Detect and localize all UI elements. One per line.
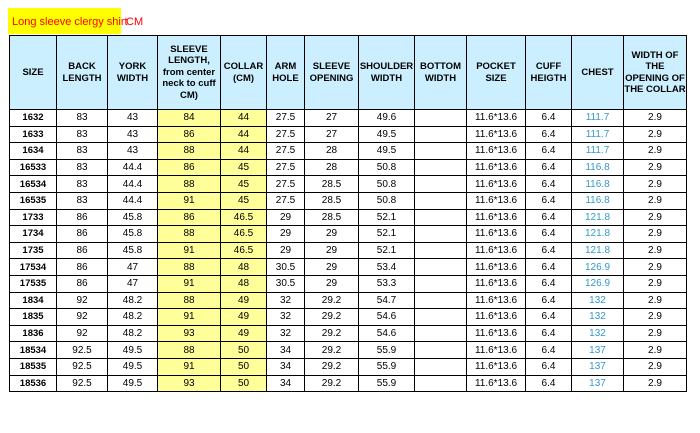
pocket-size-cell: 11.6*13.6: [467, 275, 526, 292]
bottom-width-cell: [415, 176, 467, 193]
chest-cell: 116.8: [572, 176, 624, 193]
chest-cell: 111.7: [572, 143, 624, 160]
collar-cell: 45: [221, 176, 267, 193]
sleeve-opening-cell: 28.5: [305, 176, 359, 193]
collar-opening-width-cell: 2.9: [624, 176, 687, 193]
collar-cell: 50: [221, 358, 267, 375]
sleeve-opening-cell: 29.2: [305, 325, 359, 342]
chest-cell: 121.8: [572, 209, 624, 226]
sleeve-opening-cell: 29: [305, 242, 359, 259]
pocket-size-cell: 11.6*13.6: [467, 358, 526, 375]
collar-opening-width-cell: 2.9: [624, 126, 687, 143]
back-length-cell: 86: [57, 259, 108, 276]
bottom-width-cell: [415, 209, 467, 226]
bottom-width-cell: [415, 143, 467, 160]
arm-hole-cell: 27.5: [267, 110, 305, 127]
chest-cell: 111.7: [572, 126, 624, 143]
bottom-width-cell: [415, 375, 467, 392]
size-cell: 18535: [10, 358, 57, 375]
arm-hole-cell: 29: [267, 226, 305, 243]
york-width-cell: 49.5: [108, 342, 158, 359]
collar-cell: 48: [221, 275, 267, 292]
pocket-size-cell: 11.6*13.6: [467, 259, 526, 276]
collar-cell: 46.5: [221, 209, 267, 226]
sleeve-length-cell: 88: [158, 342, 221, 359]
pocket-size-cell: 11.6*13.6: [467, 110, 526, 127]
table-row: [10, 275, 687, 292]
shoulder-width-cell: 55.9: [359, 342, 415, 359]
cuff-height-cell: 6.4: [526, 342, 572, 359]
sleeve-opening-cell: 29: [305, 275, 359, 292]
shoulder-width-cell: 49.5: [359, 143, 415, 160]
sleeve-length-cell: 88: [158, 143, 221, 160]
sleeve-opening-cell: 29: [305, 259, 359, 276]
size-cell: 1733: [10, 209, 57, 226]
collar-cell: 50: [221, 375, 267, 392]
table-row: [10, 292, 687, 309]
table-row: [10, 126, 687, 143]
sleeve-length-cell: 93: [158, 325, 221, 342]
col-sleeve-length: SLEEVE LENGTH, from center neck to cuff CM): [158, 36, 221, 110]
york-width-cell: 45.8: [108, 226, 158, 243]
bottom-width-cell: [415, 292, 467, 309]
bottom-width-cell: [415, 325, 467, 342]
table-row: [10, 159, 687, 176]
col-cuff-height: CUFF HEIGTH: [526, 36, 572, 110]
table-row: [10, 143, 687, 160]
shoulder-width-cell: 53.4: [359, 259, 415, 276]
chest-cell: 132: [572, 309, 624, 326]
back-length-cell: 83: [57, 159, 108, 176]
table-row: [10, 242, 687, 259]
cuff-height-cell: 6.4: [526, 259, 572, 276]
col-sleeve-opening: SLEEVE OPENING: [305, 36, 359, 110]
york-width-cell: 47: [108, 275, 158, 292]
collar-cell: 45: [221, 159, 267, 176]
arm-hole-cell: 34: [267, 342, 305, 359]
back-length-cell: 92.5: [57, 342, 108, 359]
size-cell: 17534: [10, 259, 57, 276]
pocket-size-cell: 11.6*13.6: [467, 342, 526, 359]
bottom-width-cell: [415, 242, 467, 259]
york-width-cell: 43: [108, 110, 158, 127]
sleeve-length-cell: 86: [158, 126, 221, 143]
cuff-height-cell: 6.4: [526, 242, 572, 259]
collar-cell: 50: [221, 342, 267, 359]
size-cell: 1634: [10, 143, 57, 160]
sleeve-length-cell: 88: [158, 176, 221, 193]
table-row: [10, 375, 687, 392]
size-cell: 1835: [10, 309, 57, 326]
pocket-size-cell: 11.6*13.6: [467, 226, 526, 243]
arm-hole-cell: 29: [267, 209, 305, 226]
pocket-size-cell: 11.6*13.6: [467, 143, 526, 160]
col-chest: CHEST: [572, 36, 624, 110]
arm-hole-cell: 27.5: [267, 192, 305, 209]
cuff-height-cell: 6.4: [526, 375, 572, 392]
back-length-cell: 83: [57, 143, 108, 160]
pocket-size-cell: 11.6*13.6: [467, 242, 526, 259]
arm-hole-cell: 27.5: [267, 143, 305, 160]
arm-hole-cell: 27.5: [267, 126, 305, 143]
york-width-cell: 48.2: [108, 325, 158, 342]
sleeve-length-cell: 88: [158, 226, 221, 243]
header-row: [10, 36, 687, 110]
size-cell: 1734: [10, 226, 57, 243]
york-width-cell: 48.2: [108, 309, 158, 326]
arm-hole-cell: 34: [267, 375, 305, 392]
table-row: [10, 226, 687, 243]
pocket-size-cell: 11.6*13.6: [467, 209, 526, 226]
shoulder-width-cell: 53.3: [359, 275, 415, 292]
cuff-height-cell: 6.4: [526, 309, 572, 326]
shoulder-width-cell: 55.9: [359, 375, 415, 392]
back-length-cell: 83: [57, 192, 108, 209]
sleeve-opening-cell: 28: [305, 143, 359, 160]
bottom-width-cell: [415, 226, 467, 243]
cuff-height-cell: 6.4: [526, 143, 572, 160]
sleeve-length-cell: 84: [158, 110, 221, 127]
chest-cell: 111.7: [572, 110, 624, 127]
shoulder-width-cell: 54.7: [359, 292, 415, 309]
back-length-cell: 92: [57, 325, 108, 342]
table-row: [10, 309, 687, 326]
collar-opening-width-cell: 2.9: [624, 275, 687, 292]
chest-cell: 132: [572, 292, 624, 309]
pocket-size-cell: 11.6*13.6: [467, 325, 526, 342]
collar-opening-width-cell: 2.9: [624, 259, 687, 276]
sleeve-opening-cell: 27: [305, 110, 359, 127]
bottom-width-cell: [415, 126, 467, 143]
collar-opening-width-cell: 2.9: [624, 192, 687, 209]
arm-hole-cell: 32: [267, 325, 305, 342]
collar-opening-width-cell: 2.9: [624, 342, 687, 359]
york-width-cell: 45.8: [108, 242, 158, 259]
table-row: [10, 110, 687, 127]
size-cell: 17535: [10, 275, 57, 292]
sleeve-opening-cell: 28.5: [305, 192, 359, 209]
shoulder-width-cell: 55.9: [359, 358, 415, 375]
back-length-cell: 83: [57, 176, 108, 193]
col-collar-opening-width: WIDTH OF THE OPENING OF THE COLLAR: [624, 36, 687, 110]
size-cell: 16533: [10, 159, 57, 176]
collar-cell: 45: [221, 192, 267, 209]
table-row: [10, 342, 687, 359]
sleeve-opening-cell: 29.2: [305, 375, 359, 392]
cuff-height-cell: 6.4: [526, 209, 572, 226]
size-cell: 1632: [10, 110, 57, 127]
sleeve-opening-cell: 29.2: [305, 358, 359, 375]
shoulder-width-cell: 49.5: [359, 126, 415, 143]
collar-cell: 44: [221, 110, 267, 127]
back-length-cell: 86: [57, 209, 108, 226]
sleeve-length-cell: 91: [158, 275, 221, 292]
collar-cell: 46.5: [221, 242, 267, 259]
chest-cell: 137: [572, 375, 624, 392]
size-cell: 1836: [10, 325, 57, 342]
cuff-height-cell: 6.4: [526, 358, 572, 375]
cuff-height-cell: 6.4: [526, 292, 572, 309]
back-length-cell: 92: [57, 309, 108, 326]
york-width-cell: 43: [108, 143, 158, 160]
cuff-height-cell: 6.4: [526, 110, 572, 127]
back-length-cell: 92.5: [57, 358, 108, 375]
back-length-cell: 86: [57, 226, 108, 243]
collar-opening-width-cell: 2.9: [624, 325, 687, 342]
arm-hole-cell: 34: [267, 358, 305, 375]
collar-cell: 48: [221, 259, 267, 276]
collar-opening-width-cell: 2.9: [624, 309, 687, 326]
shoulder-width-cell: 52.1: [359, 226, 415, 243]
size-cell: 1735: [10, 242, 57, 259]
york-width-cell: 45.8: [108, 209, 158, 226]
chest-cell: 116.8: [572, 159, 624, 176]
col-bottom-width: BOTTOM WIDTH: [415, 36, 467, 110]
shoulder-width-cell: 49.6: [359, 110, 415, 127]
col-collar: COLLAR (CM): [221, 36, 267, 110]
sleeve-length-cell: 88: [158, 292, 221, 309]
size-cell: 18536: [10, 375, 57, 392]
bottom-width-cell: [415, 358, 467, 375]
arm-hole-cell: 30.5: [267, 275, 305, 292]
sleeve-length-cell: 91: [158, 192, 221, 209]
collar-opening-width-cell: 2.9: [624, 159, 687, 176]
table-row: [10, 259, 687, 276]
york-width-cell: 44.4: [108, 192, 158, 209]
collar-opening-width-cell: 2.9: [624, 143, 687, 160]
col-york-width: YORK WIDTH: [108, 36, 158, 110]
pocket-size-cell: 11.6*13.6: [467, 292, 526, 309]
chest-cell: 116.8: [572, 192, 624, 209]
sleeve-opening-cell: 28: [305, 159, 359, 176]
york-width-cell: 44.4: [108, 176, 158, 193]
shoulder-width-cell: 50.8: [359, 192, 415, 209]
sleeve-opening-cell: 29: [305, 226, 359, 243]
chest-cell: 126.9: [572, 259, 624, 276]
table-row: [10, 358, 687, 375]
shoulder-width-cell: 52.1: [359, 242, 415, 259]
back-length-cell: 92.5: [57, 375, 108, 392]
pocket-size-cell: 11.6*13.6: [467, 159, 526, 176]
pocket-size-cell: 11.6*13.6: [467, 309, 526, 326]
back-length-cell: 86: [57, 275, 108, 292]
unit-label: CM: [126, 16, 144, 28]
back-length-cell: 86: [57, 242, 108, 259]
cuff-height-cell: 6.4: [526, 159, 572, 176]
sleeve-length-cell: 91: [158, 358, 221, 375]
collar-opening-width-cell: 2.9: [624, 292, 687, 309]
sleeve-length-cell: 91: [158, 309, 221, 326]
york-width-cell: 47: [108, 259, 158, 276]
pocket-size-cell: 11.6*13.6: [467, 126, 526, 143]
shoulder-width-cell: 52.1: [359, 209, 415, 226]
chest-cell: 137: [572, 342, 624, 359]
arm-hole-cell: 30.5: [267, 259, 305, 276]
page-title: Long sleeve clergy shirt: [12, 16, 128, 28]
sleeve-length-cell: 86: [158, 209, 221, 226]
collar-opening-width-cell: 2.9: [624, 226, 687, 243]
collar-cell: 46.5: [221, 226, 267, 243]
sleeve-opening-cell: 29.2: [305, 342, 359, 359]
arm-hole-cell: 27.5: [267, 159, 305, 176]
york-width-cell: 49.5: [108, 375, 158, 392]
shoulder-width-cell: 54.6: [359, 309, 415, 326]
sleeve-opening-cell: 27: [305, 126, 359, 143]
pocket-size-cell: 11.6*13.6: [467, 192, 526, 209]
york-width-cell: 48.2: [108, 292, 158, 309]
pocket-size-cell: 11.6*13.6: [467, 375, 526, 392]
size-cell: 16534: [10, 176, 57, 193]
bottom-width-cell: [415, 259, 467, 276]
shoulder-width-cell: 54.6: [359, 325, 415, 342]
shoulder-width-cell: 50.8: [359, 176, 415, 193]
chest-cell: 121.8: [572, 226, 624, 243]
chest-cell: 132: [572, 325, 624, 342]
sleeve-length-cell: 91: [158, 242, 221, 259]
york-width-cell: 49.5: [108, 358, 158, 375]
col-shoulder-width: SHOULDER WIDTH: [359, 36, 415, 110]
bottom-width-cell: [415, 275, 467, 292]
bottom-width-cell: [415, 342, 467, 359]
sleeve-length-cell: 88: [158, 259, 221, 276]
sleeve-opening-cell: 29.2: [305, 309, 359, 326]
col-size: SIZE: [10, 36, 57, 110]
collar-cell: 49: [221, 309, 267, 326]
cuff-height-cell: 6.4: [526, 176, 572, 193]
size-cell: 16535: [10, 192, 57, 209]
table-row: [10, 192, 687, 209]
collar-opening-width-cell: 2.9: [624, 242, 687, 259]
size-cell: 1633: [10, 126, 57, 143]
arm-hole-cell: 32: [267, 292, 305, 309]
collar-opening-width-cell: 2.9: [624, 358, 687, 375]
col-pocket-size: POCKET SIZE: [467, 36, 526, 110]
table-row: [10, 176, 687, 193]
size-cell: 1834: [10, 292, 57, 309]
arm-hole-cell: 29: [267, 242, 305, 259]
york-width-cell: 43: [108, 126, 158, 143]
chest-cell: 126.9: [572, 275, 624, 292]
cuff-height-cell: 6.4: [526, 226, 572, 243]
table-row: [10, 209, 687, 226]
cuff-height-cell: 6.4: [526, 192, 572, 209]
york-width-cell: 44.4: [108, 159, 158, 176]
collar-cell: 49: [221, 292, 267, 309]
arm-hole-cell: 27.5: [267, 176, 305, 193]
sleeve-length-cell: 86: [158, 159, 221, 176]
back-length-cell: 83: [57, 110, 108, 127]
bottom-width-cell: [415, 110, 467, 127]
cuff-height-cell: 6.4: [526, 275, 572, 292]
bottom-width-cell: [415, 192, 467, 209]
table-row: [10, 325, 687, 342]
cuff-height-cell: 6.4: [526, 325, 572, 342]
collar-cell: 44: [221, 126, 267, 143]
sleeve-opening-cell: 29.2: [305, 292, 359, 309]
sleeve-opening-cell: 28.5: [305, 209, 359, 226]
pocket-size-cell: 11.6*13.6: [467, 176, 526, 193]
shoulder-width-cell: 50.8: [359, 159, 415, 176]
collar-opening-width-cell: 2.9: [624, 209, 687, 226]
chest-cell: 137: [572, 358, 624, 375]
collar-cell: 44: [221, 143, 267, 160]
back-length-cell: 92: [57, 292, 108, 309]
bottom-width-cell: [415, 159, 467, 176]
bottom-width-cell: [415, 309, 467, 326]
cuff-height-cell: 6.4: [526, 126, 572, 143]
collar-opening-width-cell: 2.9: [624, 375, 687, 392]
size-cell: 18534: [10, 342, 57, 359]
sleeve-length-cell: 93: [158, 375, 221, 392]
chest-cell: 121.8: [572, 242, 624, 259]
arm-hole-cell: 32: [267, 309, 305, 326]
back-length-cell: 83: [57, 126, 108, 143]
collar-cell: 49: [221, 325, 267, 342]
col-back-length: BACK LENGTH: [57, 36, 108, 110]
size-chart-table: [9, 35, 687, 392]
collar-opening-width-cell: 2.9: [624, 110, 687, 127]
col-arm-hole: ARM HOLE: [267, 36, 305, 110]
